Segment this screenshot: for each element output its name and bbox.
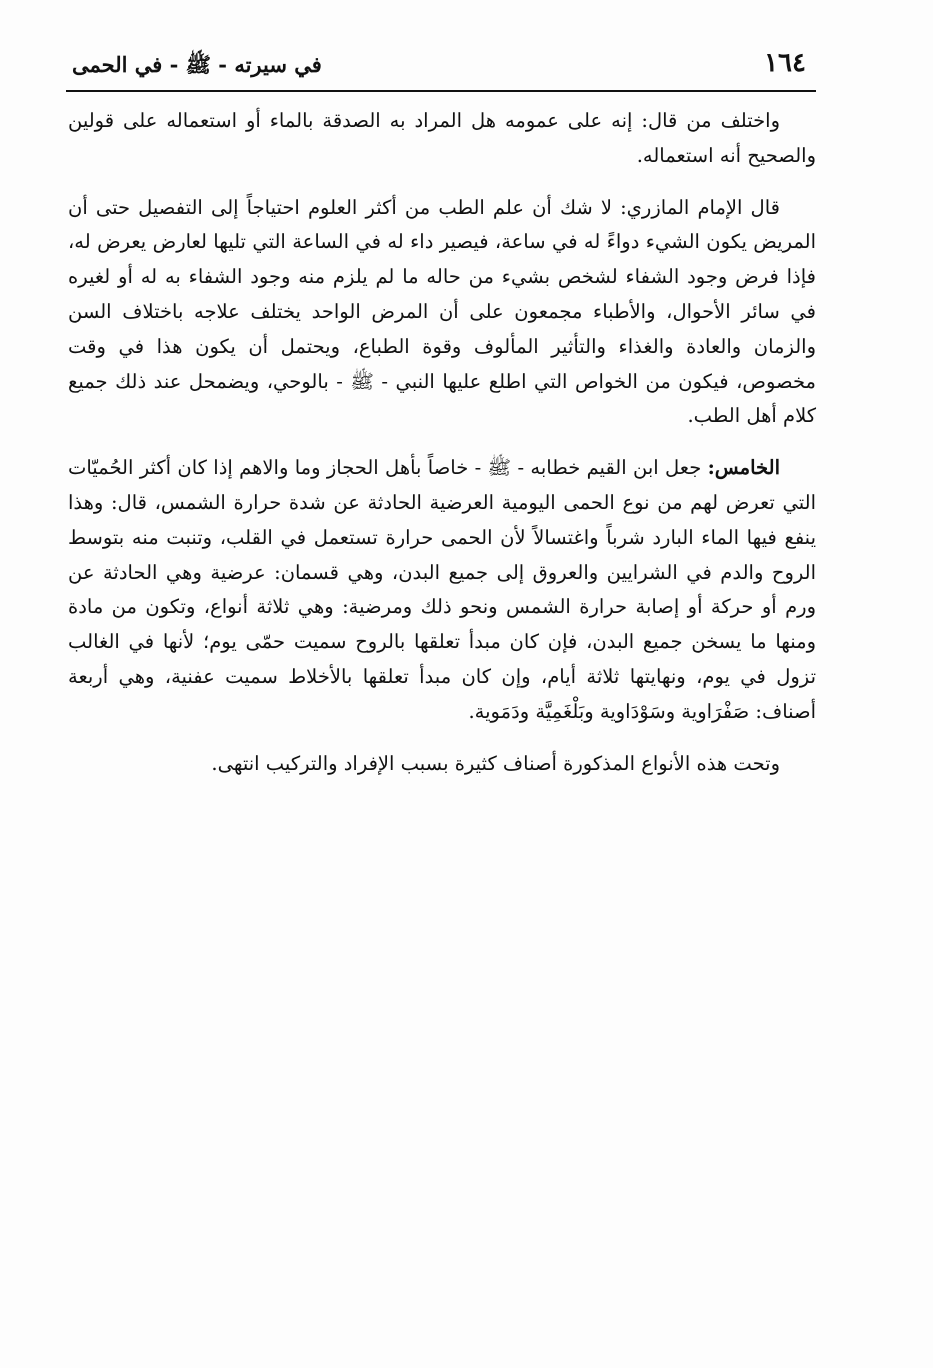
paragraph-text: وتحت هذه الأنواع المذكورة أصناف كثيرة بسبب الإفراد والتركيب انتهى. [211, 751, 780, 775]
page-body [68, 104, 816, 781]
header-rule [66, 90, 816, 92]
paragraph-4 [68, 747, 816, 782]
paragraph-text: جعل ابن القيم خطابه - ﷺ - خاصاً بأهل الحجاز وما والاهم إذا كان أكثر الحُميّات التي تعرض لهم من نوع الحمى اليومية العرضية الحادثة عن شدة حرارة الشمس، قال: وهذا ينفع فيها الماء البارد شرباً واغتسالاً لأن الحمى حرارة تستعمل في القلب، وتنبت منه بتوسط الروح والدم في الشرايين والعروق إلى جميع البدن، وهي قسمان: عرضية وهي الحادثة عن ورم أو حركة أو إصابة حرارة الشمس ونحو ذلك ومرضية: وهي ثلاثة أنواع، وتكون من مادة ومنها ما يسخن جميع البدن، فإن كان مبدأ تعلقها بالروح سميت حمّى يوم؛ لأنها في الغالب تزول في يوم، ونهايتها ثلاثة أيام، وإن كان مبدأ تعلقها بالأخلاط سميت عفنية، وهي أربعة أصناف: صَفْرَاوية وسَوْدَاوية وبَلْغَمِيَّة ودَمَوية. [68, 456, 816, 723]
running-title: في سيرته - ﷺ - في الحمى [72, 52, 322, 77]
paragraph-lead: الخامس: [707, 456, 780, 480]
page-header [66, 46, 816, 94]
paragraph-2 [68, 191, 816, 435]
paragraph-text: قال الإمام المازري: لا شك أن علم الطب من أكثر العلوم احتياجاً إلى التفصيل حتى أن المريض يكون الشيء دواءً له في ساعة، فيصير داء له في الساعة التي تليها لعارض يعرض له، فإذا فرض وجود الشفاء لشخص بشيء من حاله ما لم يلزم منه وجود الشفاء به له أو لغيره في سائر الأحوال، والأطباء مجمعون على أن المرض الواحد يختلف علاجه باختلاف السن والزمان والعادة والغذاء والتأثير المألوف وقوة الطباع، ويحتمل أن يكون هذا في وقت مخصوص، فيكون من الخواص التي اطلع عليها النبي - ﷺ - بالوحي، ويضمحل عند ذلك جميع كلام أهل الطب. [68, 195, 816, 428]
paragraph-text: واختلف من قال: إنه على عمومه هل المراد به الصدقة بالماء أو استعماله على قولين والصحيح أنه استعماله. [68, 109, 816, 167]
paragraph-3 [68, 451, 816, 729]
page-number: ١٦٤ [764, 48, 806, 78]
paragraph-1 [68, 104, 816, 174]
